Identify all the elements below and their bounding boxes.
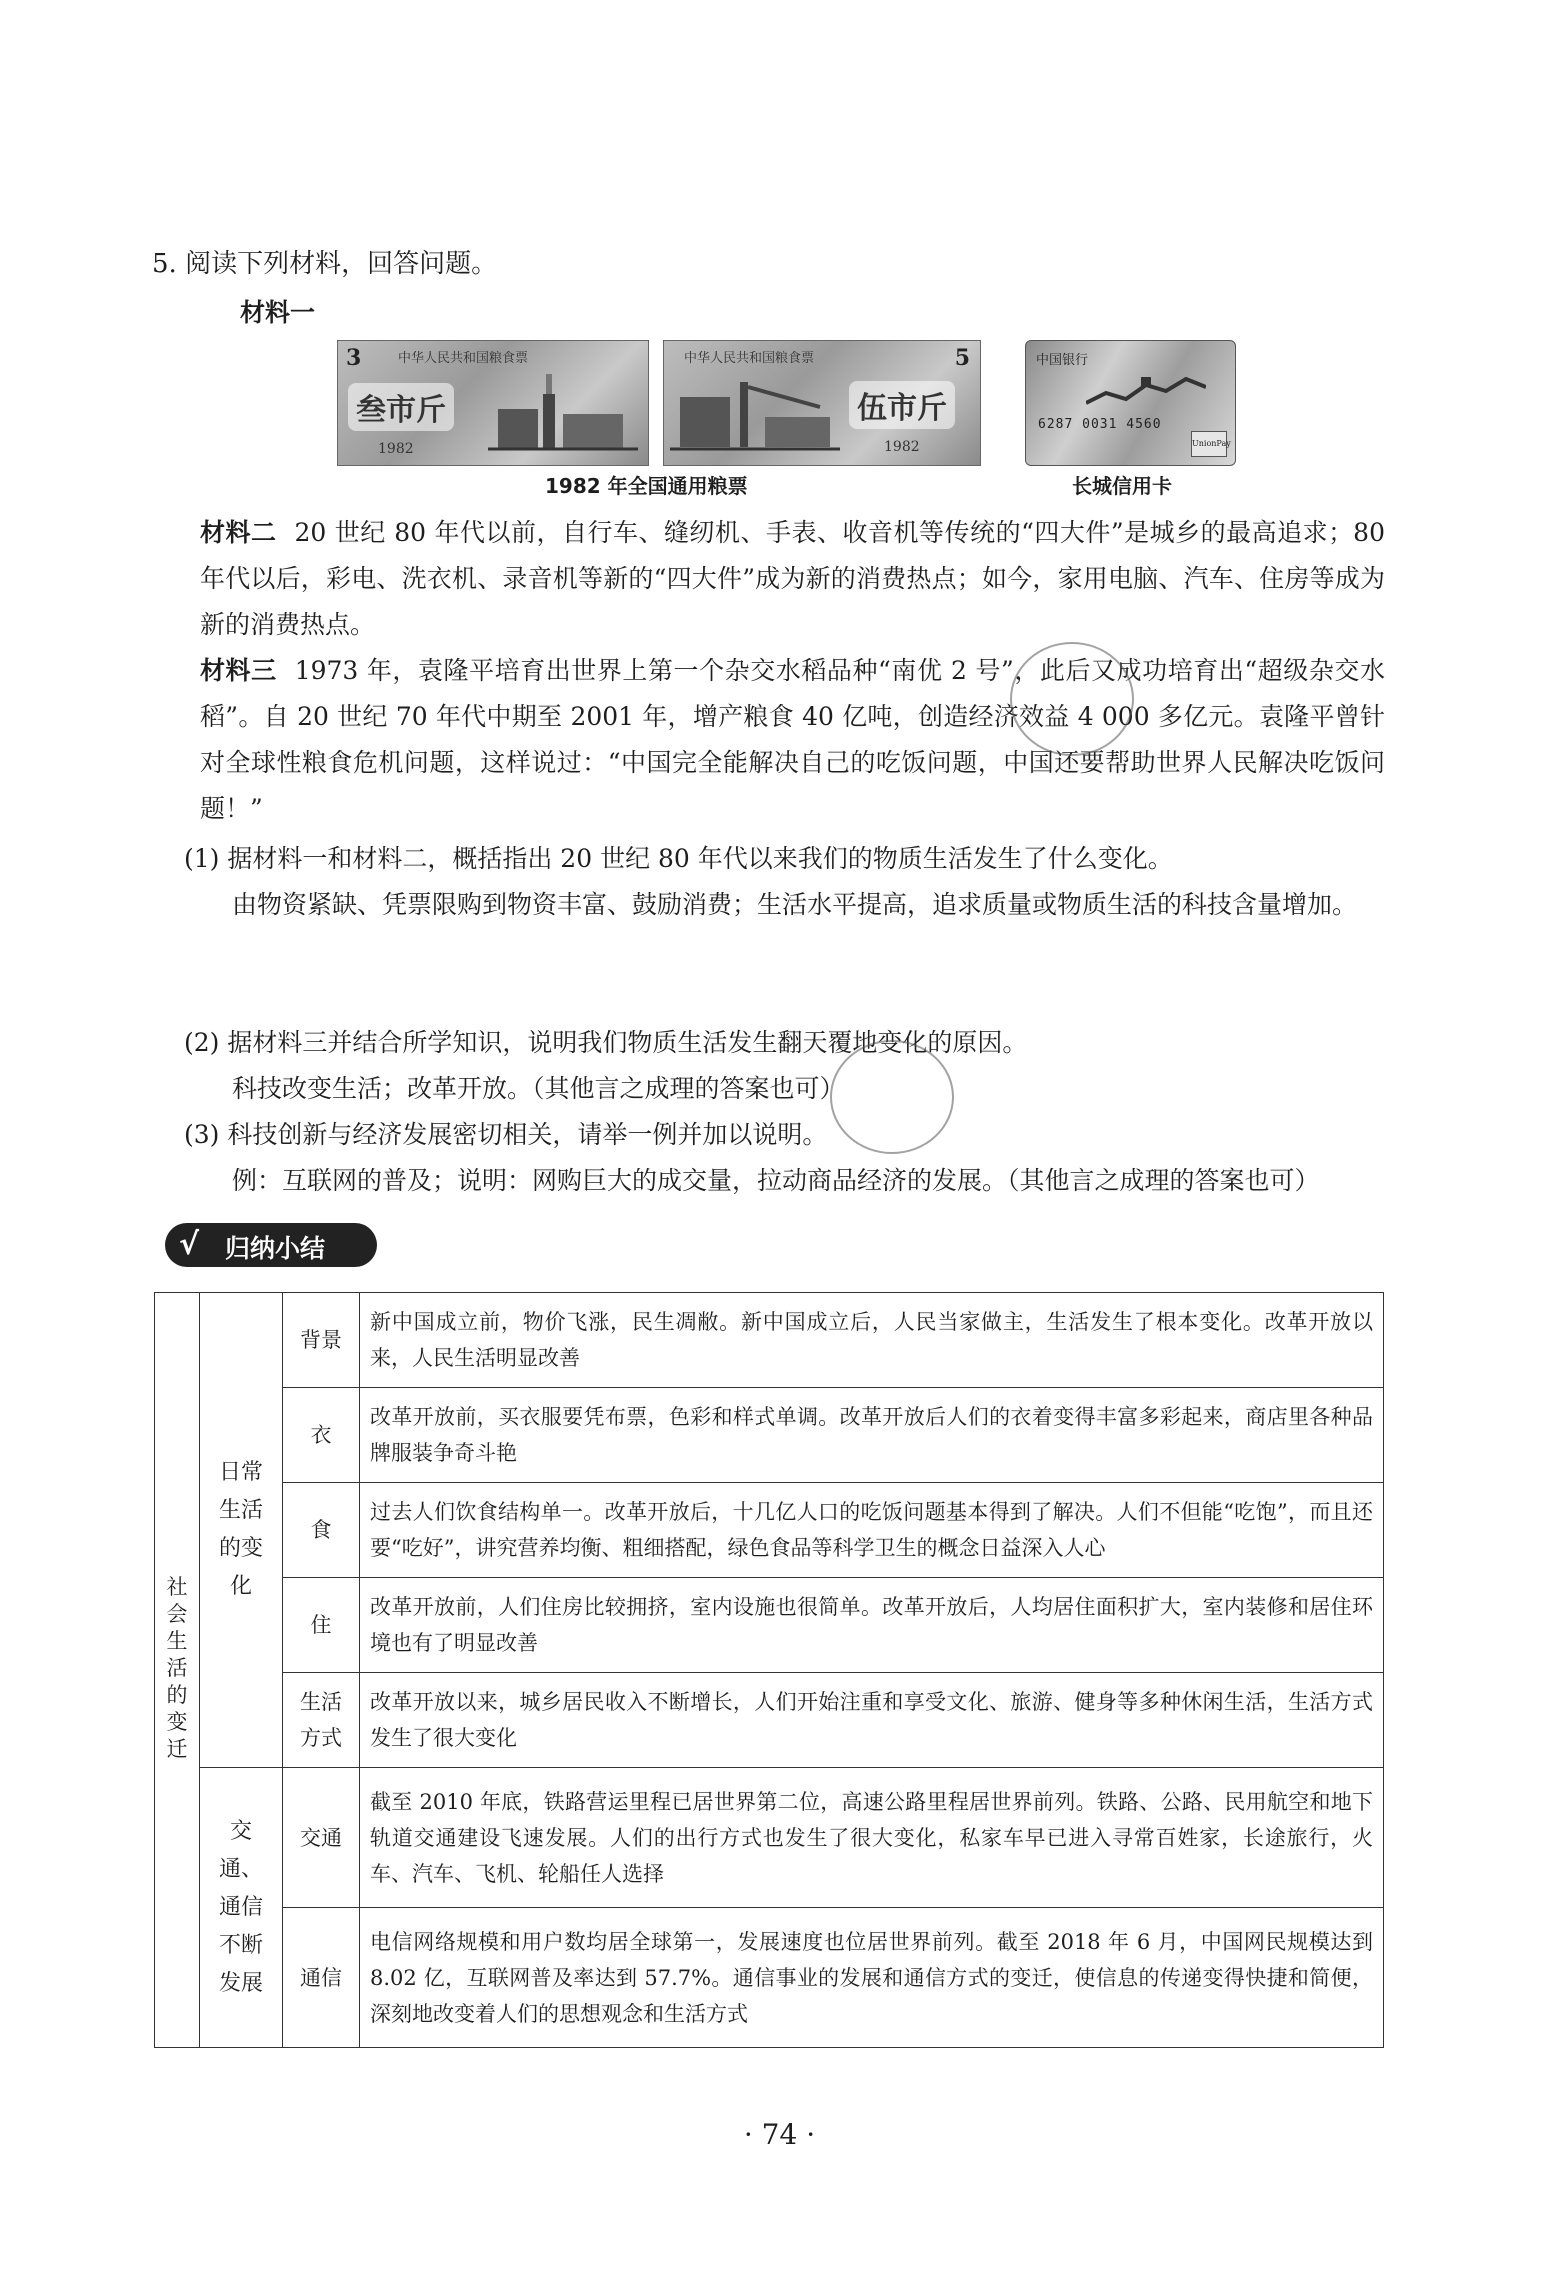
grain-ticket-5 <box>663 340 981 466</box>
check-mark-icon: √ <box>179 1227 200 1262</box>
banner-title: 归纳小结 <box>225 1234 326 1263</box>
row-label: 交通 <box>283 1768 360 1908</box>
row-label: 衣 <box>283 1388 360 1483</box>
summary-table <box>154 1292 1384 2048</box>
question-title: 5. 阅读下列材料，回答问题。 <box>152 249 498 279</box>
table-row <box>155 1483 1384 1578</box>
row-content: 改革开放以来，城乡居民收入不断增长，人们开始注重和享受文化、旅游、健身等多种休闲生活，生活方式发生了很大变化 <box>360 1673 1384 1768</box>
group1-cell <box>200 1293 283 1768</box>
stamp-watermark <box>830 1040 954 1154</box>
unionpay-logo: UnionPay <box>1191 431 1227 457</box>
harbor-illustration-icon <box>670 367 840 459</box>
table-row <box>155 1908 1384 2048</box>
ticket-header: 中华人民共和国粮食票 <box>398 351 529 366</box>
ticket-denomination: 伍市斤 <box>849 381 955 429</box>
row-content: 新中国成立前，物价飞涨，民生凋敝。新中国成立后，人民当家做主，生活发生了根本变化。改革开放以来，人民生活明显改善 <box>360 1293 1384 1388</box>
table-row <box>155 1673 1384 1768</box>
row-content: 过去人们饮食结构单一。改革开放后，十几亿人口的吃饭问题基本得到了解决。人们不但能“吃饱”，而且还要“吃好”，讲究营养均衡、粗细搭配，绿色食品等科学卫生的概念日益深入人心 <box>360 1483 1384 1578</box>
row-content: 改革开放前，人们住房比较拥挤，室内设施也很简单。改革开放后，人均居住面积扩大，室内装修和居住环境也有了明显改善 <box>360 1578 1384 1673</box>
row-label: 背景 <box>283 1293 360 1388</box>
answer-1: 由物资紧缺、凭票限购到物资丰富、鼓励消费；生活水平提高，追求质量或物质生活的科技含量增加。 <box>232 890 1358 919</box>
table-row <box>155 1388 1384 1483</box>
answer-3: 例：互联网的普及；说明：网购巨大的成交量，拉动商品经济的发展。（其他言之成理的答案也可） <box>232 1166 1320 1195</box>
row-content: 电信网络规模和用户数均居全球第一，发展速度也位居世界前列。截至 2018 年 6 月，中国网民规模达到 8.02 亿，互联网普及率达到 57.7%。通信事业的发展和通信方式的变迁，使信息的传递变得快捷和简便，深刻地改变着人们的思想观念和生活方式 <box>360 1908 1384 2048</box>
row-content: 截至 2010 年底，铁路营运里程已居世界第二位，高速公路里程居世界前列。铁路、公路、民用航空和地下轨道交通建设飞速发展。人们的出行方式也发生了很大变化，私家车早已进入寻常百姓家，长途旅行，火车、汽车、飞机、轮船任人选择 <box>360 1768 1384 1908</box>
ticket-year: 1982 <box>378 441 414 457</box>
category-cell <box>155 1293 200 2048</box>
ticket-header: 中华人民共和国粮食票 <box>684 351 815 366</box>
credit-card <box>1025 340 1236 466</box>
ticket-denom-number: 3 <box>346 345 362 371</box>
sub-question-1: (1) 据材料一和材料二，概括指出 20 世纪 80 年代以来我们的物质生活发生了什么变化。 <box>184 844 1173 873</box>
category-label: 社会生活的变迁 <box>166 1574 188 1761</box>
row-label: 食 <box>283 1483 360 1578</box>
sub-question-3: (3) 科技创新与经济发展密切相关，请举一例并加以说明。 <box>184 1120 828 1149</box>
sub-question-2: (2) 据材料三并结合所学知识，说明我们物质生活发生翻天覆地变化的原因。 <box>184 1028 1028 1057</box>
row-label: 生活方式 <box>300 1690 342 1750</box>
row-label-cell <box>283 1673 360 1768</box>
factory-illustration-icon <box>488 369 638 459</box>
row-label: 通信 <box>283 1908 360 2048</box>
ticket-denomination: 叁市斤 <box>348 383 454 431</box>
table-row <box>155 1768 1384 1908</box>
table-row <box>155 1293 1384 1388</box>
table-row <box>155 1578 1384 1673</box>
group2-cell <box>200 1768 283 2048</box>
material2 <box>200 510 1385 648</box>
card-bank-name: 中国银行 <box>1036 353 1089 368</box>
ticket-year: 1982 <box>884 439 920 455</box>
summary-banner <box>165 1223 377 1267</box>
answer-2: 科技改变生活；改革开放。（其他言之成理的答案也可） <box>232 1074 845 1103</box>
caption-credit-card: 长城信用卡 <box>1072 474 1172 498</box>
group2-label: 交通、通信不断发展 <box>218 1818 263 1996</box>
material3-text: 1973 年，袁隆平培育出世界上第一个杂交水稻品种“南优 2 号”，此后又成功培育出“超级杂交水稻”。自 20 世纪 70 年代中期至 2001 年，增产粮食 40 亿吨，创造经济效益 4 000 多亿元。袁隆平曾针对全球性粮食危机问题，这样说过：“中国完全能解决自己的吃饭问题，中国还要帮助世界人民解决吃饭问题！” <box>200 656 1385 823</box>
stamp-watermark <box>1010 642 1134 756</box>
page-number: · 74 · <box>743 2118 816 2151</box>
material2-text: 20 世纪 80 年代以前，自行车、缝纫机、手表、收音机等传统的“四大件”是城乡的最高追求；80 年代以后，彩电、洗衣机、录音机等新的“四大件”成为新的消费热点；如今，家用电脑、汽车、住房等成为新的消费热点。 <box>200 518 1385 639</box>
material1-label: 材料一 <box>240 298 316 327</box>
material3 <box>200 648 1385 832</box>
row-label: 住 <box>283 1578 360 1673</box>
grain-ticket-3 <box>337 340 649 466</box>
card-number: 6287 0031 4560 <box>1038 417 1162 432</box>
material2-label: 材料二 <box>200 518 277 547</box>
row-content: 改革开放前，买衣服要凭布票，色彩和样式单调。改革开放后人们的衣着变得丰富多彩起来，商店里各种品牌服装争奇斗艳 <box>360 1388 1384 1483</box>
group1-label: 日常生活的变化 <box>218 1460 263 1599</box>
material3-label: 材料三 <box>200 656 277 685</box>
great-wall-icon <box>1086 371 1206 411</box>
ticket-denom-number: 5 <box>954 345 970 371</box>
caption-grain-tickets: 1982 年全国通用粮票 <box>545 474 748 498</box>
